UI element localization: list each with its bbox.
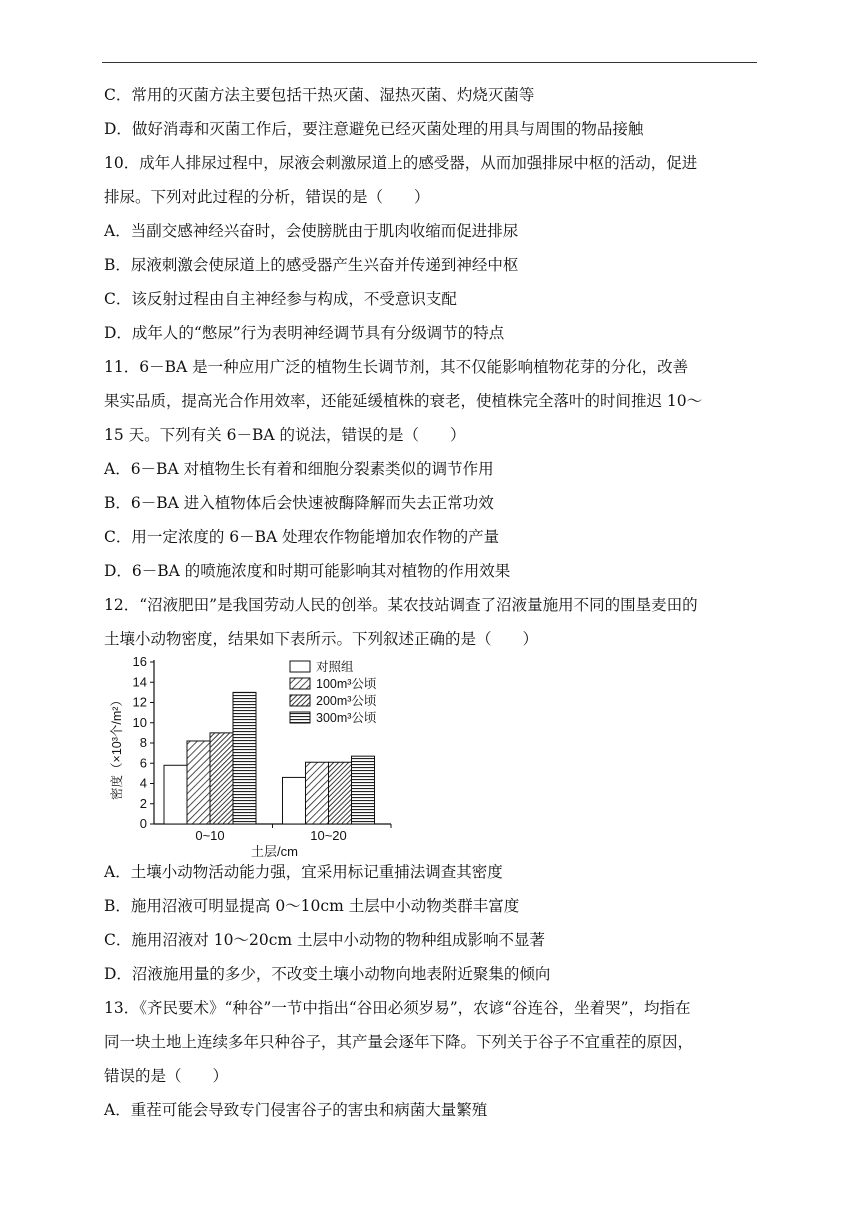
- option-12c: C．施用沼液对 10～20cm 土层中小动物的物种组成影响不显著: [104, 931, 546, 949]
- header-rule: [102, 62, 757, 63]
- question-13-stem: 13．《齐民要术》“种谷”一节中指出“谷田必须岁易”，农谚“谷连谷，坐着哭”，均指在: [104, 999, 691, 1017]
- y-tick-label: 6: [139, 755, 147, 771]
- option-13a: A．重茬可能会导致专门侵害谷子的害虫和病菌大量繁殖: [104, 1101, 488, 1119]
- option-9d: D．做好消毒和灭菌工作后，要注意避免已经灭菌处理的用具与周围的物品接触: [104, 120, 644, 138]
- y-tick-label: 4: [139, 775, 147, 791]
- question-13-stem-cont: 错误的是（ ）: [104, 1067, 229, 1085]
- option-11c: C．用一定浓度的 6－BA 处理农作物能增加农作物的产量: [104, 528, 500, 546]
- bar: [352, 756, 375, 824]
- y-axis-title: 密度（×10³个/m²）: [110, 694, 124, 800]
- bar: [306, 762, 329, 824]
- bar: [283, 777, 306, 824]
- legend-label: 100m³公顷: [316, 677, 377, 691]
- option-11a: A．6－BA 对植物生长有着和细胞分裂素类似的调节作用: [104, 460, 494, 478]
- density-bar-chart: [104, 650, 404, 859]
- bar: [233, 692, 256, 824]
- y-tick-label: 10: [132, 714, 147, 730]
- bar: [210, 733, 233, 824]
- x-axis-title: 土层/cm: [251, 844, 298, 859]
- legend-label: 对照组: [316, 660, 354, 674]
- legend-swatch: [290, 678, 310, 689]
- question-11-stem: 11．6－BA 是一种应用广泛的植物生长调节剂，其不仅能影响植物花芽的分化，改善: [104, 358, 689, 376]
- bar: [329, 762, 352, 824]
- question-13-stem-cont: 同一块土地上连续多年只种谷子，其产量会逐年下降。下列关于谷子不宜重茬的原因，: [104, 1033, 694, 1051]
- bar: [164, 765, 187, 824]
- bar: [187, 741, 210, 824]
- legend-label: 200m³公顷: [316, 694, 377, 708]
- option-10a: A．当副交感神经兴奋时，会使膀胱由于肌肉收缩而促进排尿: [104, 222, 519, 240]
- option-10d: D．成年人的“憋尿”行为表明神经调节具有分级调节的特点: [104, 324, 505, 342]
- y-tick-label: 12: [132, 694, 147, 710]
- legend-swatch: [290, 712, 310, 723]
- y-tick-label: 2: [139, 795, 147, 811]
- option-10b: B．尿液刺激会使尿道上的感受器产生兴奋并传递到神经中枢: [104, 256, 519, 274]
- option-12d: D．沼液施用量的多少，不改变土壤小动物向地表附近聚集的倾向: [104, 965, 551, 983]
- x-tick-label: 10~20: [310, 828, 347, 843]
- legend-swatch: [290, 661, 310, 672]
- option-9c: C．常用的灭菌方法主要包括干热灭菌、湿热灭菌、灼烧灭菌等: [104, 86, 535, 104]
- question-11-stem-cont: 果实品质，提高光合作用效率，还能延缓植株的衰老，使植株完全落叶的时间推迟 10～: [104, 392, 703, 410]
- question-12-stem-cont: 土壤小动物密度，结果如下表所示。下列叙述正确的是（ ）: [104, 630, 539, 648]
- question-12-stem: 12．“沼液肥田”是我国劳动人民的创举。某农技站调查了沼液量施用不同的围垦麦田的: [104, 596, 698, 614]
- question-10-stem-cont: 排尿。下列对此过程的分析，错误的是（ ）: [104, 188, 430, 206]
- y-tick-label: 0: [139, 816, 147, 831]
- option-11b: B．6－BA 进入植物体后会快速被酶降解而失去正常功效: [104, 494, 494, 512]
- y-tick-label: 14: [132, 674, 147, 690]
- y-tick-label: 16: [132, 654, 147, 669]
- option-11d: D．6－BA 的喷施浓度和时期可能影响其对植物的作用效果: [104, 562, 511, 580]
- option-12a: A．土壤小动物活动能力强，宜采用标记重捕法调查其密度: [104, 863, 503, 881]
- option-12b: B．施用沼液可明显提高 0～10cm 土层中小动物类群丰富度: [104, 897, 520, 915]
- x-tick-label: 0~10: [195, 828, 225, 843]
- y-tick-label: 8: [139, 735, 147, 750]
- option-10c: C．该反射过程由自主神经参与构成，不受意识支配: [104, 290, 457, 308]
- legend-label: 300m³公顷: [316, 711, 377, 725]
- question-11-stem-cont: 15 天。下列有关 6－BA 的说法，错误的是（ ）: [104, 426, 466, 444]
- question-10-stem: 10．成年人排尿过程中，尿液会刺激尿道上的感受器，从而加强排尿中枢的活动，促进: [104, 154, 698, 172]
- legend-swatch: [290, 695, 310, 706]
